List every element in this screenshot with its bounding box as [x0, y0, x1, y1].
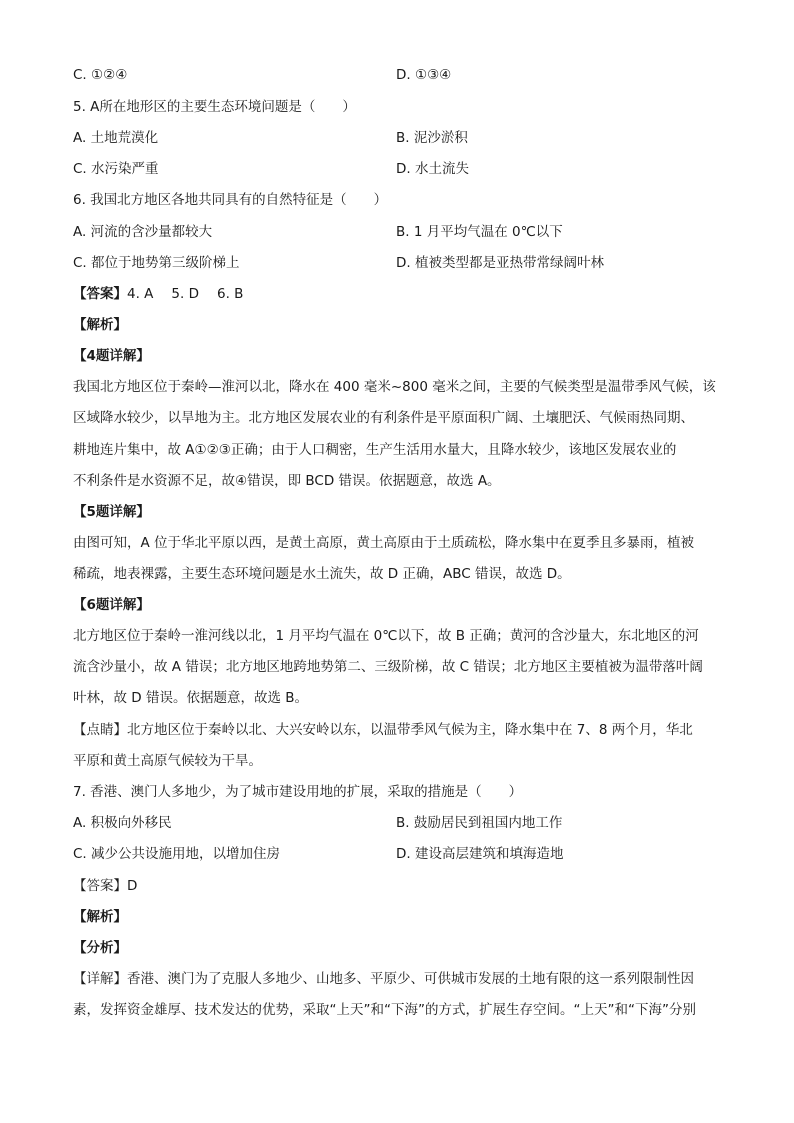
q6-option-d: D. 植被类型都是亚热带常绿阔叶林 [396, 255, 604, 271]
answer-7: 【答案】D [73, 878, 138, 894]
q5-option-d: D. 水土流失 [396, 161, 469, 177]
detail-6-line-1: 北方地区位于秦岭一淮河线以北，1 月平均气温在 0℃以下，故 B 正确；黄河的含沙量大，东北地区的河 [73, 628, 699, 644]
q7-option-b: B. 鼓励居民到祖国内地工作 [396, 815, 563, 831]
detail-4-title: 【4题详解】 [73, 348, 150, 364]
detail-5-title: 【5题详解】 [73, 504, 150, 520]
analysis-label: 【解析】 [73, 317, 127, 333]
answer-6: 6. B [217, 286, 244, 302]
q7-option-a: A. 积极向外移民 [73, 815, 172, 831]
detail-4-line-2: 区域降水较少，以旱地为主。北方地区发展农业的有利条件是平原面积广阔、土壤肥沃、气候雨热同期、 [73, 410, 694, 426]
q5-option-b: B. 泥沙淤积 [396, 130, 468, 146]
q6-stem: 6. 我国北方地区各地共同具有的自然特征是（ ） [73, 192, 388, 208]
q5-option-a: A. 土地荒漠化 [73, 130, 159, 146]
detail-4-line-4: 不利条件是水资源不足，故④错误，即 BCD 错误。依据题意，故选 A。 [73, 473, 501, 489]
answer-4: 4. A [127, 286, 154, 302]
q5-option-c: C. 水污染严重 [73, 161, 159, 177]
answer-line-4-6 [73, 284, 723, 304]
detail-6-line-3: 叶林，故 D 错误。依据题意，故选 B。 [73, 690, 309, 706]
q6-option-b: B. 1 月平均气温在 0℃以下 [396, 224, 563, 240]
detail-7-line-2: 素，发挥资金雄厚、技术发达的优势，采取“上天”和“下海”的方式，扩展生存空间。“上天”和“下海”分别 [73, 1002, 696, 1018]
tip-line-1: 【点睛】北方地区位于秦岭以北、大兴安岭以东，以温带季风气候为主，降水集中在 7、8 两个月，华北 [73, 722, 693, 738]
detail-4-line-1: 我国北方地区位于秦岭—淮河以北，降水在 400 毫米~800 毫米之间，主要的气候类型是温带季风气候，该 [73, 379, 716, 395]
q7-stem: 7. 香港、澳门人多地少，为了城市建设用地的扩展，采取的措施是（ ） [73, 784, 523, 800]
answer-5: 5. D [171, 286, 199, 302]
analysis-7-label: 【解析】 [73, 909, 127, 925]
q4-option-d: D. ①③④ [396, 67, 452, 83]
q7-option-c: C. 减少公共设施用地，以增加住房 [73, 846, 281, 862]
q7-option-d: D. 建设高层建筑和填海造地 [396, 846, 564, 862]
q6-option-c: C. 都位于地势第三级阶梯上 [73, 255, 240, 271]
q4-option-c: C. ①②④ [73, 67, 128, 83]
detail-5-line-1: 由图可知，A 位于华北平原以西，是黄土高原，黄土高原由于土质疏松，降水集中在夏季且多暴雨，植被 [73, 535, 695, 551]
detail-6-title: 【6题详解】 [73, 597, 150, 613]
tip-line-2: 平原和黄土高原气候较为干旱。 [73, 753, 262, 769]
detail-6-line-2: 流含沙量小，故 A 错误；北方地区地跨地势第二、三级阶梯，故 C 错误；北方地区主要植被为温带落叶阔 [73, 659, 703, 675]
q5-stem: 5. A所在地形区的主要生态环境问题是（ ） [73, 99, 356, 115]
detail-7-line-1: 【详解】香港、澳门为了克服人多地少、山地多、平原少、可供城市发展的土地有限的这一系列限制性因 [73, 971, 694, 987]
analysis-sub-label: 【分析】 [73, 940, 127, 956]
detail-4-line-3: 耕地连片集中，故 A①②③正确；由于人口稠密，生产生活用水量大，且降水较少，该地区发展农业的 [73, 442, 677, 458]
answer-label: 【答案】 [73, 286, 127, 302]
detail-5-line-2: 稀疏，地表裸露，主要生态环境问题是水土流失，故 D 正确，ABC 错误，故选 D。 [73, 566, 571, 582]
q6-option-a: A. 河流的含沙量都较大 [73, 224, 213, 240]
